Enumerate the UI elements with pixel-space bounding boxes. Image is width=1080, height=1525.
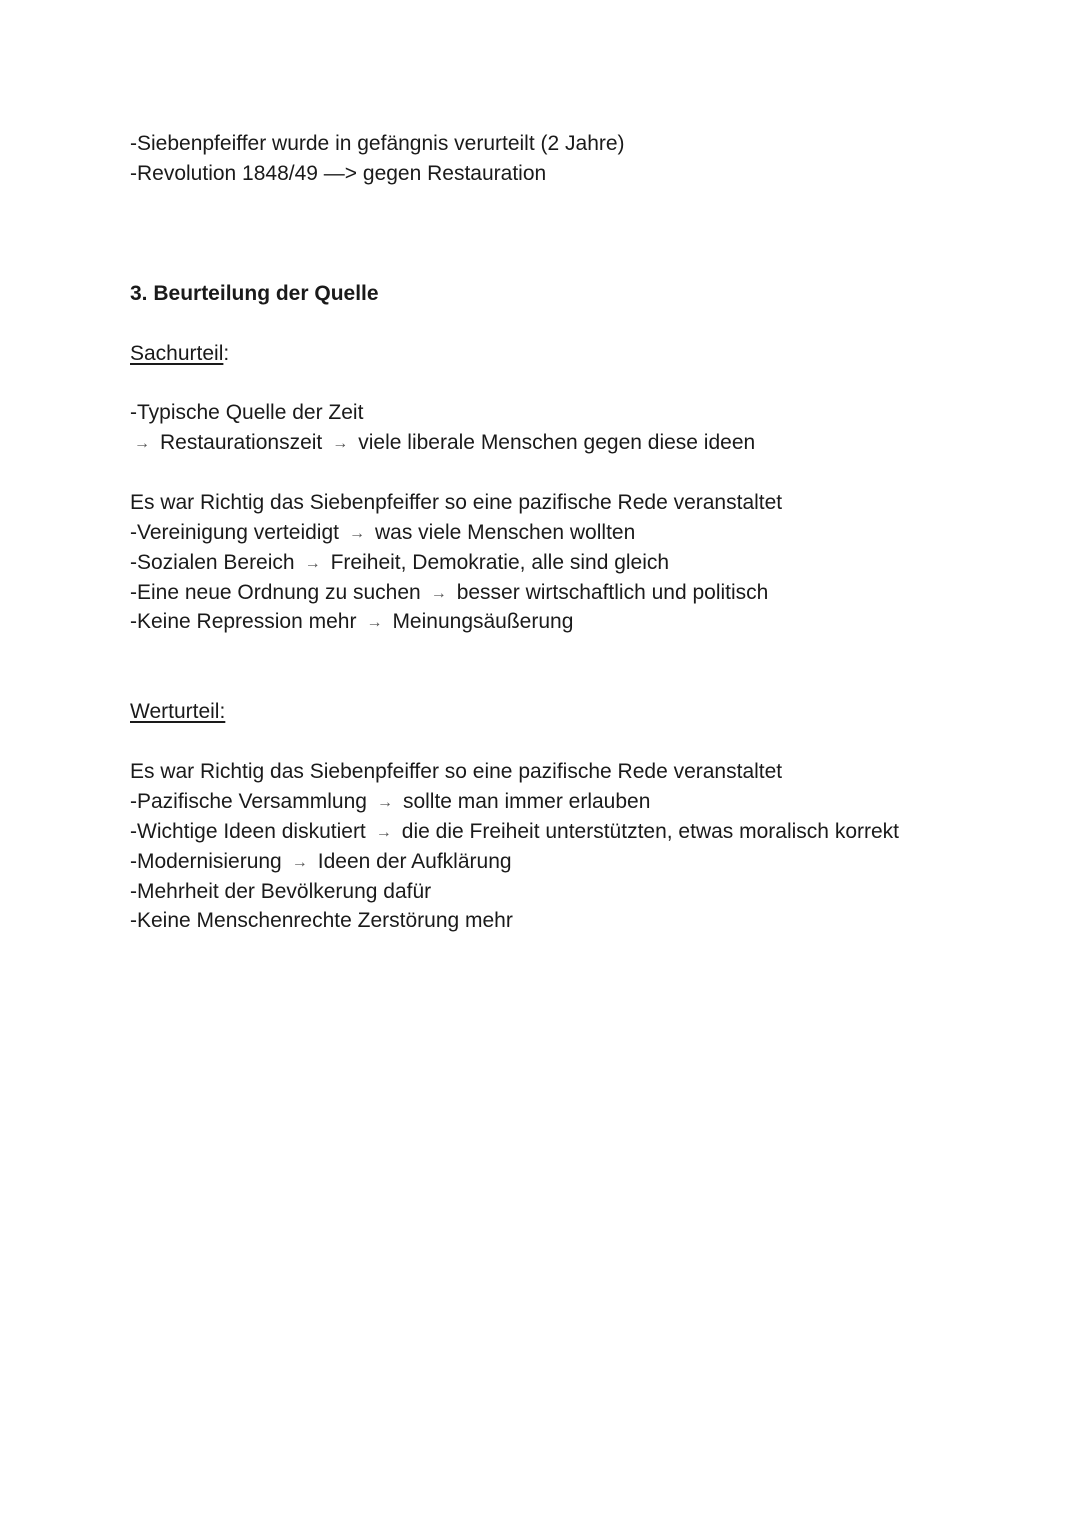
- list-item-right: was viele Menschen wollten: [374, 521, 636, 544]
- list-item-left: -Eine neue Ordnung zu suchen: [130, 581, 421, 604]
- arrow-icon: →: [332, 435, 349, 452]
- arrow-icon: →: [291, 854, 308, 871]
- list-item-left: -Pazifische Versammlung: [130, 790, 367, 813]
- werturteil-statement: Es war Richtig das Siebenpfeiffer so eine pazifische Rede veranstaltet: [130, 760, 783, 783]
- sachurteil-statement: Es war Richtig das Siebenpfeiffer so eine pazifische Rede veranstaltet: [130, 491, 783, 514]
- sachurteil-line: -Typische Quelle der Zeit: [130, 401, 364, 424]
- arrow-icon: →: [375, 824, 392, 841]
- list-item: [130, 548, 669, 580]
- sachurteil-line-part: Restaurationszeit: [160, 431, 323, 454]
- arrow-icon: →: [430, 585, 447, 602]
- list-item-left: -Modernisierung: [130, 850, 282, 873]
- sachurteil-colon: :: [223, 342, 230, 365]
- sachurteil-label-text: Sachurteil: [130, 342, 224, 365]
- list-item: [130, 518, 635, 550]
- arrow-icon: →: [376, 794, 393, 811]
- list-item: [130, 578, 768, 610]
- section-heading: 3. Beurteilung der Quelle: [130, 282, 379, 305]
- list-item-right: Freiheit, Demokratie, alle sind gleich: [330, 551, 670, 574]
- list-item-left: -Wichtige Ideen diskutiert: [130, 820, 366, 843]
- list-item-right: Meinungsäußerung: [392, 610, 574, 633]
- list-item-right: sollte man immer erlauben: [402, 790, 651, 813]
- sachurteil-line-part: viele liberale Menschen gegen diese ideen: [358, 431, 756, 454]
- arrow-icon: →: [348, 525, 365, 542]
- sachurteil-line: [130, 428, 755, 460]
- intro-line: -Revolution 1848/49 —> gegen Restauration: [130, 162, 547, 185]
- list-item-left: -Keine Repression mehr: [130, 610, 357, 633]
- arrow-icon: →: [134, 435, 150, 452]
- list-item: [130, 787, 650, 819]
- list-item: [130, 607, 573, 639]
- arrow-icon: →: [304, 555, 321, 572]
- list-item: -Keine Menschenrechte Zerstörung mehr: [130, 909, 513, 932]
- arrow-icon: →: [366, 614, 383, 631]
- list-item: [130, 817, 899, 849]
- list-item-right: besser wirtschaftlich und politisch: [456, 581, 769, 604]
- list-item-left: -Vereinigung verteidigt: [130, 521, 339, 544]
- werturteil-label: Werturteil:: [130, 700, 226, 723]
- intro-line: -Siebenpfeiffer wurde in gefängnis verurteilt (2 Jahre): [130, 132, 625, 155]
- list-item: [130, 847, 512, 879]
- list-item-right: die die Freiheit unterstützten, etwas moralisch korrekt: [401, 820, 899, 843]
- sachurteil-label: [130, 339, 229, 369]
- list-item-right: Ideen der Aufklärung: [317, 850, 512, 873]
- list-item: -Mehrheit der Bevölkerung dafür: [130, 880, 432, 903]
- list-item-left: -Sozialen Bereich: [130, 551, 295, 574]
